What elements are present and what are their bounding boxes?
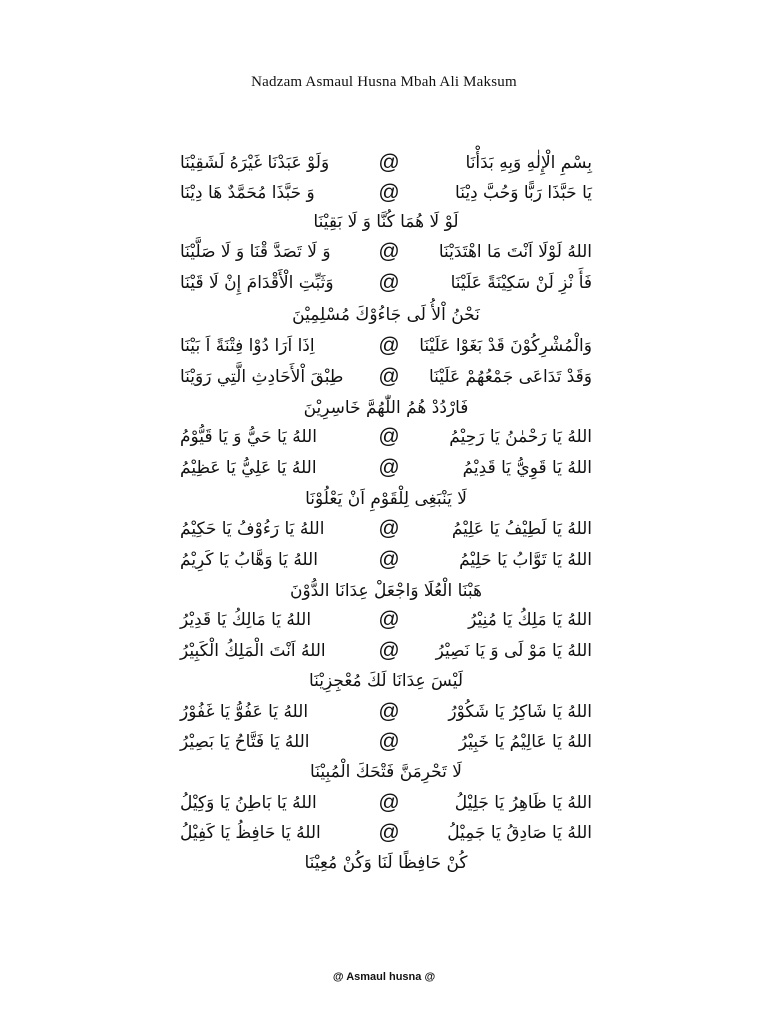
verse-refrain: فَارْدُدْ هُمُ اللّٰهُمَّ خَاسِرِيْنَ — [303, 398, 469, 418]
verse-couplet — [180, 422, 592, 452]
verse-refrain: كُنْ حَافِظًا لَنَا وَكُنْ مُعِيْنَا — [304, 853, 468, 873]
verse-first-half: يَا حَبَّذَا رَبًّا وَحُبَّ دِيْنَا — [455, 183, 592, 203]
verse-couplet — [180, 148, 592, 178]
verse-first-half: وَالْمُشْرِكُوْنَ قَدْ بَغَوْا عَلَيْنَا — [419, 336, 592, 356]
verse-refrain: لَا يَنْبَغِى لِلْقَوْمِ اَنْ يَعْلُوْنَا — [305, 489, 467, 509]
at-separator: @ — [378, 517, 400, 540]
page-title: Nadzam Asmaul Husna Mbah Ali Maksum — [251, 74, 517, 90]
verse-couplet — [180, 514, 592, 544]
verse-second-half: اللهُ يَا مَالِكُ يَا قَدِيْرُ — [180, 610, 312, 630]
at-separator: @ — [378, 425, 400, 448]
verse-second-half: وَلَوْ عَبَدْنَا غَيْرَهُ لَشَقِيْنَا — [180, 153, 330, 173]
verse-first-half: اللهُ لَوْلَا اَنْتَ مَا اهْتَدَيْنَا — [438, 242, 592, 262]
verse-couplet — [180, 818, 592, 848]
at-separator: @ — [378, 730, 400, 753]
verse-first-half: اللهُ يَا رَحْمٰنُ يَا رَحِيْمُ — [449, 427, 592, 447]
page-footer: @ Asmaul husna @ — [332, 971, 436, 983]
verse-first-half: اللهُ يَا شَاكِرُ يَا شَكُوْرُ — [448, 702, 592, 722]
at-separator: @ — [378, 365, 400, 388]
verse-second-half: طِبْقَ اْلأَحَادِثِ الَّتِي رَوَيْنَا — [180, 367, 344, 387]
verse-first-half: اللهُ يَا عَالِيْمُ يَا خَبِيْرُ — [458, 732, 592, 752]
verse-first-half: اللهُ يَا لَطِيْفُ يَا عَلِيْمُ — [451, 519, 592, 539]
verse-first-half: اللهُ يَا مَلِكُ يَا مُنِيْرُ — [468, 610, 592, 630]
verse-couplet — [180, 237, 592, 267]
at-separator: @ — [378, 240, 400, 263]
at-separator: @ — [378, 271, 400, 294]
at-separator: @ — [378, 181, 400, 204]
verse-couplet — [180, 331, 592, 361]
at-separator: @ — [378, 334, 400, 357]
at-separator: @ — [378, 608, 400, 631]
at-separator: @ — [378, 791, 400, 814]
verse-second-half: وَ حَبَّذَا مُحَمَّدٌ هَا دِيْنَا — [180, 183, 315, 203]
verse-couplet — [180, 453, 592, 483]
verse-couplet — [180, 362, 592, 392]
verse-refrain: هَبْنَا الْعُلَا وَاجْعَلْ عِدَانَا الدُّوْنَ — [289, 581, 482, 601]
verse-second-half: اللهُ يَا حَيُّ وَ يَا قَيُّوْمُ — [180, 427, 317, 447]
verse-couplet — [180, 697, 592, 727]
at-separator: @ — [378, 700, 400, 723]
verse-first-half: فَأَ نْزِ لَنْ سَكِيْنَةً عَلَيْنَا — [450, 273, 592, 293]
verse-refrain: لَوْ لَا هُمَا كُنَّا وَ لَا بَقِيْنَا — [313, 212, 459, 232]
verse-second-half: اللهُ يَا فَتَّاحُ يَا بَصِيْرُ — [180, 732, 310, 752]
verse-second-half: اللهُ يَا وَهَّابُ يَا كَرِيْمُ — [180, 550, 318, 570]
verse-couplet — [180, 178, 592, 208]
verse-refrain: لَيْسَ عِدَانَا لَكَ مُعْجِزِيْنَا — [308, 671, 464, 691]
verse-couplet — [180, 727, 592, 757]
verse-second-half: اللهُ يَا حَافِظُ يَا كَفِيْلُ — [180, 823, 321, 843]
verse-second-half: اللهُ يَا بَاطِنُ يَا وَكِيْلُ — [180, 793, 317, 813]
at-separator: @ — [378, 821, 400, 844]
at-separator: @ — [378, 548, 400, 571]
at-separator: @ — [378, 151, 400, 174]
at-separator: @ — [378, 456, 400, 479]
verse-refrain: نَحْنُ اْلأُ لَى جَاءُوْكَ مُسْلِمِيْنَ — [292, 305, 480, 325]
at-separator: @ — [378, 639, 400, 662]
verse-couplet — [180, 788, 592, 818]
verse-second-half: اِذَا اَرَا دُوْا فِتْنَةً اَ بَيْنَا — [180, 336, 315, 356]
verse-first-half: وَقَدْ تَدَاعَى جَمْعُهُمْ عَلَيْنَا — [428, 367, 592, 387]
verse-first-half: اللهُ يَا قَوِيُّ يَا قَدِيْمُ — [462, 458, 592, 478]
verse-second-half: وَ لَا تَصَدَّ قْنَا وَ لَا صَلَّيْنَا — [180, 242, 331, 262]
verse-refrain: لَا تَحْرِمَنَّ فَتْحَكَ الْمُبِيْنَا — [310, 762, 462, 782]
verse-second-half: اللهُ اَنْتَ الْمَلِكُ الْكَبِيْرُ — [180, 641, 326, 661]
verse-couplet — [180, 268, 592, 298]
verse-second-half: اللهُ يَا عَلِيُّ يَا عَظِيْمُ — [180, 458, 317, 478]
verse-couplet — [180, 636, 592, 666]
verse-first-half: اللهُ يَا ظَاهِرُ يَا جَلِيْلُ — [454, 793, 592, 813]
verse-first-half: اللهُ يَا تَوَّابُ يَا حَلِيْمُ — [459, 550, 592, 570]
verse-second-half: اللهُ يَا عَفُوُّ يَا غَفُوْرُ — [180, 702, 309, 722]
verse-second-half: وَثَبِّتِ الْأَقْدَامَ إِنْ لَا قَيْنَا — [180, 273, 334, 293]
verse-first-half: بِسْمِ الْإِلٰهِ وَبِهِ بَدَأْنَا — [465, 153, 592, 173]
verse-first-half: اللهُ يَا صَادِقُ يَا جَمِيْلُ — [447, 823, 592, 843]
verse-second-half: اللهُ يَا رَءُوْفُ يَا حَكِيْمُ — [180, 519, 325, 539]
verse-first-half: اللهُ يَا مَوْ لَى وَ يَا نَصِيْرُ — [435, 641, 592, 661]
verse-couplet — [180, 545, 592, 575]
verse-couplet — [180, 605, 592, 635]
